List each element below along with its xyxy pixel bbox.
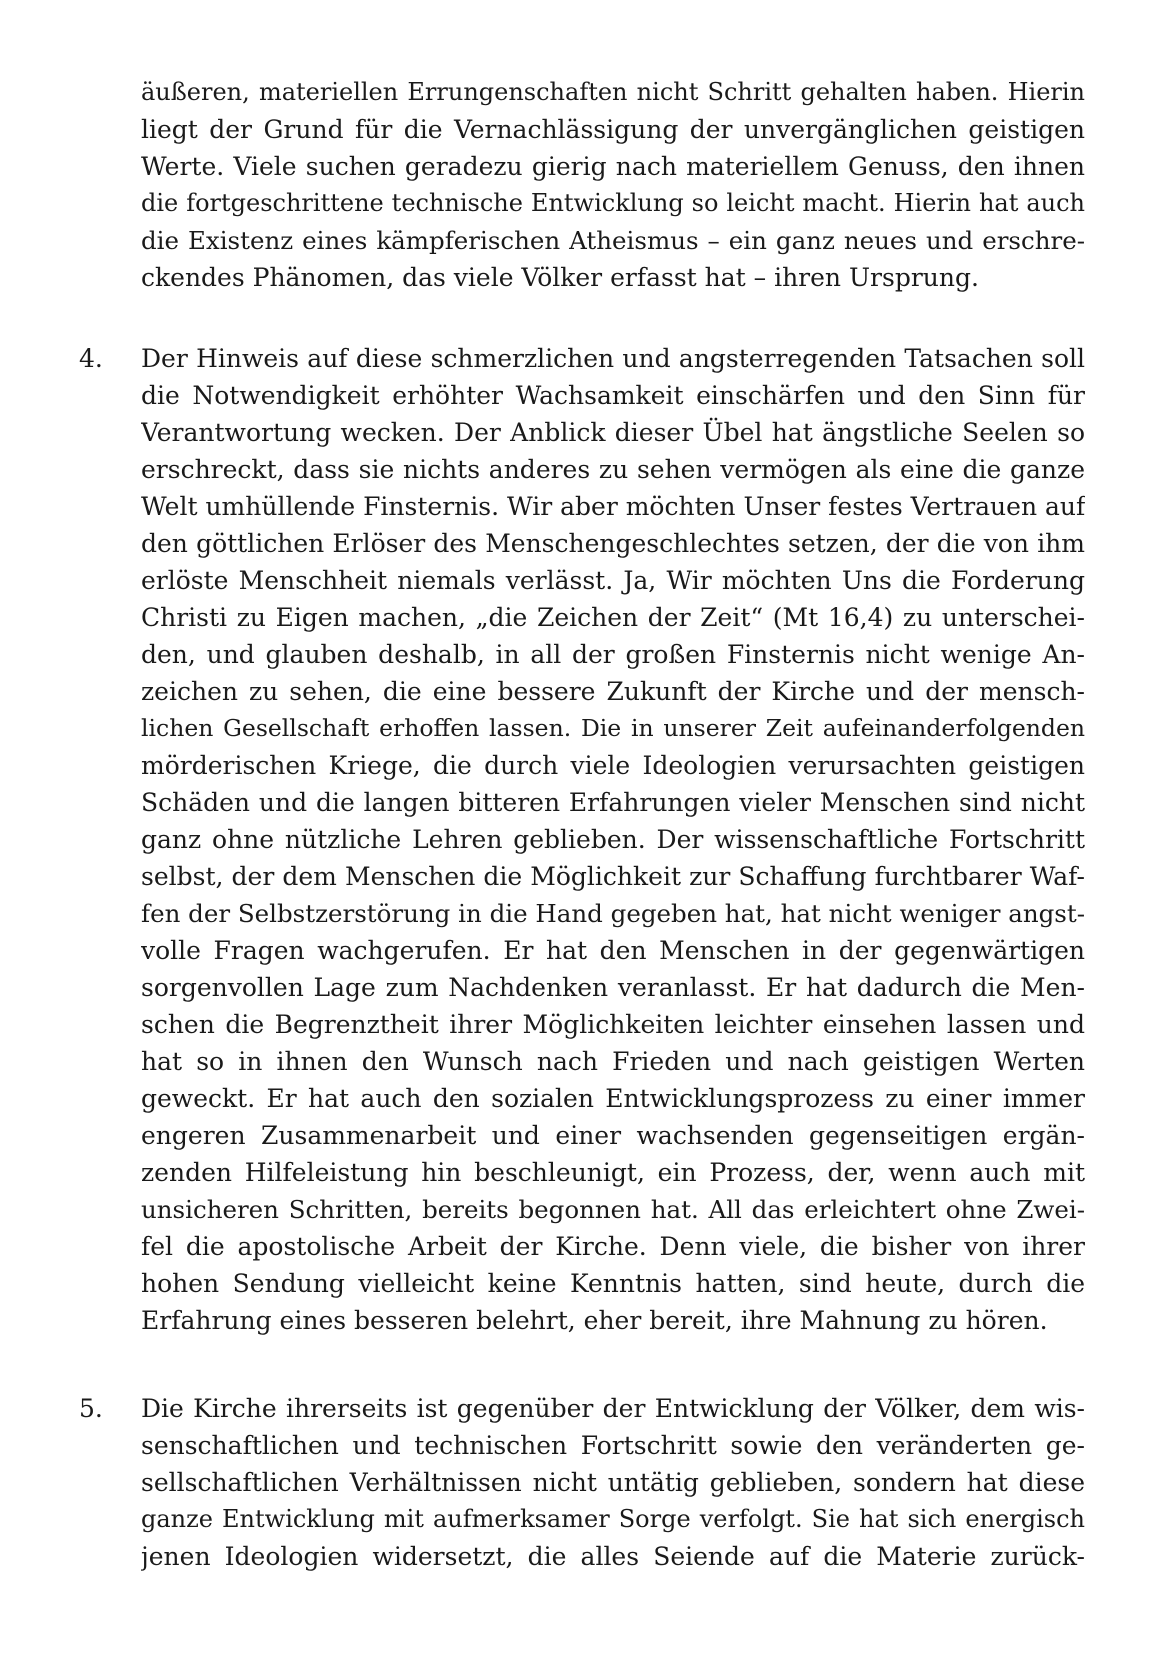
text-line: Welt umhüllende Finsternis. Wir aber möchten Unser festes Vertrauen auf: [141, 492, 1085, 521]
paragraph-number-5: 5.: [79, 1394, 103, 1423]
text-line: die fortgeschrittene technische Entwicklung so leicht macht. Hierin hat auch: [141, 189, 1085, 217]
text-line: ganze Entwicklung mit aufmerksamer Sorge verfolgt. Sie hat sich energisch: [141, 1505, 1085, 1533]
text-line: Die Kirche ihrerseits ist gegenüber der Entwicklung der Völker, dem wis-: [141, 1394, 1085, 1423]
paragraph-4: [141, 340, 1085, 1339]
text-line: jenen Ideologien widersetzt, die alles Seiende auf die Materie zurück-: [141, 1542, 1085, 1571]
paragraph-number-4: 4.: [79, 344, 103, 373]
text-line: den göttlichen Erlöser des Menschengeschlechtes setzen, der die von ihm: [141, 529, 1085, 558]
text-line: erlöste Menschheit niemals verlässt. Ja, Wir möchten Uns die Forderung: [141, 566, 1085, 595]
text-line: die Notwendigkeit erhöhter Wachsamkeit einschärfen und den Sinn für: [141, 381, 1085, 410]
text-line: sellschaftlichen Verhältnissen nicht untätig geblieben, sondern hat diese: [141, 1468, 1085, 1497]
text-line: Verantwortung wecken. Der Anblick dieser Übel hat ängstliche Seelen so: [141, 418, 1085, 447]
text-line: selbst, der dem Menschen die Möglichkeit zur Schaffung furchtbarer Waf-: [141, 862, 1085, 891]
text-line: schen die Begrenztheit ihrer Möglichkeiten leichter einsehen lassen und: [141, 1010, 1085, 1039]
text-line: die Existenz eines kämpferischen Atheismus – ein ganz neues und erschre-: [141, 226, 1085, 255]
paragraph-5: [141, 1390, 1085, 1575]
text-line: äußeren, materiellen Errungenschaften nicht Schritt gehalten haben. Hierin: [141, 78, 1085, 106]
text-line: hohen Sendung vielleicht keine Kenntnis hatten, sind heute, durch die: [141, 1269, 1085, 1298]
text-line: zeichen zu sehen, die eine bessere Zukunft der Kirche und der mensch-: [141, 677, 1085, 706]
text-line: geweckt. Er hat auch den sozialen Entwicklungsprozess zu einer immer: [141, 1084, 1085, 1113]
text-line: hat so in ihnen den Wunsch nach Frieden und nach geistigen Werten: [141, 1047, 1085, 1076]
text-line: mörderischen Kriege, die durch viele Ideologien verursachten geistigen: [141, 751, 1085, 780]
text-line: Schäden und die langen bitteren Erfahrungen vieler Menschen sind nicht: [141, 788, 1085, 817]
text-line: Der Hinweis auf diese schmerzlichen und angsterregenden Tatsachen soll: [141, 344, 1085, 373]
text-line: volle Fragen wachgerufen. Er hat den Menschen in der gegenwärtigen: [141, 936, 1085, 965]
text-line: senschaftlichen und technischen Fortschritt sowie den veränderten ge-: [141, 1431, 1085, 1460]
text-line: Werte. Viele suchen geradezu gierig nach materiellem Genuss, den ihnen: [141, 152, 1085, 181]
text-line: ganz ohne nützliche Lehren geblieben. Der wissenschaftliche Fortschritt: [141, 825, 1085, 854]
text-line: fen der Selbstzerstörung in die Hand gegeben hat, hat nicht weniger angst-: [141, 899, 1085, 928]
text-line: zenden Hilfeleistung hin beschleunigt, ein Prozess, der, wenn auch mit: [141, 1158, 1085, 1187]
text-line: sorgenvollen Lage zum Nachdenken veranlasst. Er hat dadurch die Men-: [141, 973, 1085, 1002]
text-line: den, und glauben deshalb, in all der großen Finsternis nicht wenige An-: [141, 640, 1085, 669]
text-line: Christi zu Eigen machen, „die Zeichen der Zeit“ (Mt 16,4) zu unterschei-: [141, 603, 1085, 632]
text-line: lichen Gesellschaft erhoffen lassen. Die in unserer Zeit aufeinanderfolgenden: [141, 714, 1085, 742]
text-line: Erfahrung eines besseren belehrt, eher bereit, ihre Mahnung zu hören.: [141, 1306, 1048, 1335]
text-line: engeren Zusammenarbeit und einer wachsenden gegenseitigen ergän-: [141, 1121, 1085, 1150]
paragraph-continuation: [141, 74, 1085, 296]
text-line: ckendes Phänomen, das viele Völker erfasst hat – ihren Ursprung.: [141, 263, 979, 292]
text-line: erschreckt, dass sie nichts anderes zu sehen vermögen als eine die ganze: [141, 455, 1085, 484]
text-line: fel die apostolische Arbeit der Kirche. Denn viele, die bisher von ihrer: [141, 1232, 1085, 1261]
text-line: unsicheren Schritten, bereits begonnen hat. All das erleichtert ohne Zwei-: [141, 1195, 1085, 1224]
text-line: liegt der Grund für die Vernachlässigung der unvergänglichen geistigen: [141, 115, 1085, 144]
